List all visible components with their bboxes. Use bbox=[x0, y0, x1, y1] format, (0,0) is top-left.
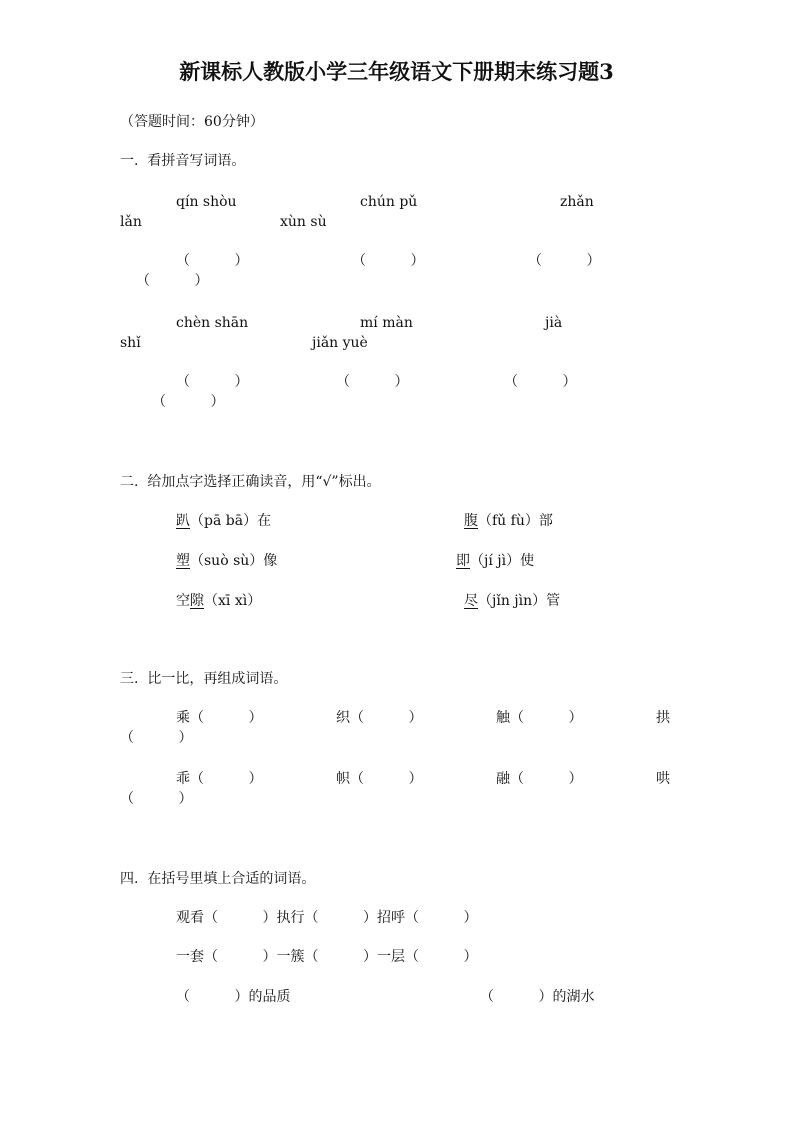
pinyin-mi-man: mí màn bbox=[360, 315, 413, 331]
word-blank[interactable]: 乖（ ） bbox=[176, 771, 263, 787]
section-2-heading: 二. 给加点字选择正确读音，用“√”标出。 bbox=[120, 474, 381, 490]
dotted-char: 尽 bbox=[464, 593, 478, 609]
word-char: 哄 bbox=[656, 771, 670, 787]
pinyin-zhan: zhǎn bbox=[560, 194, 594, 210]
answer-blank[interactable]: （ ） bbox=[136, 273, 209, 289]
section-3-heading: 三. 比一比，再组成词语。 bbox=[120, 671, 288, 687]
word-blank[interactable]: （ ） bbox=[120, 730, 193, 746]
word-blank[interactable]: 触（ ） bbox=[496, 710, 583, 726]
pinyin-chen-shan: chèn shān bbox=[176, 315, 249, 331]
answer-blank[interactable]: （ ） bbox=[152, 394, 225, 410]
pronunciation-item[interactable]: 腹（fǔ fù）部 bbox=[464, 513, 553, 529]
word-blank[interactable]: 织（ ） bbox=[336, 710, 423, 726]
pronunciation-item[interactable]: 空隙（xī xì） bbox=[176, 593, 262, 609]
pinyin-chun-pu: chún pǔ bbox=[360, 194, 418, 210]
pinyin-jian-yue: jiǎn yuè bbox=[312, 335, 368, 351]
dotted-char: 腹 bbox=[464, 513, 478, 529]
word-blank[interactable]: （ ） bbox=[120, 791, 193, 807]
pinyin-lan: lǎn bbox=[120, 214, 142, 230]
answer-blank[interactable]: （ ） bbox=[352, 253, 425, 269]
dotted-char: 隙 bbox=[190, 593, 204, 609]
answer-blank[interactable]: （ ） bbox=[528, 253, 601, 269]
word-char: 拱 bbox=[656, 710, 670, 726]
answer-blank[interactable]: （ ） bbox=[176, 374, 249, 390]
fill-row[interactable]: 观看（ ）执行（ ）招呼（ ） bbox=[176, 910, 478, 926]
word-blank[interactable]: 帜（ ） bbox=[336, 771, 423, 787]
dotted-char: 即 bbox=[456, 553, 470, 569]
fill-phrase[interactable]: （ ）的品质 bbox=[176, 989, 291, 1005]
fill-row[interactable]: 一套（ ）一簇（ ）一层（ ） bbox=[176, 949, 478, 965]
answer-blank[interactable]: （ ） bbox=[336, 374, 409, 390]
pronunciation-item[interactable]: 尽（jǐn jìn）管 bbox=[464, 593, 561, 609]
section-4-heading: 四. 在括号里填上合适的词语。 bbox=[120, 871, 316, 887]
section-1-heading: 一. 看拼音写词语。 bbox=[120, 153, 246, 169]
time-note: （答题时间：60分钟） bbox=[120, 114, 264, 130]
pronunciation-item[interactable]: 趴（pā bā）在 bbox=[176, 513, 272, 529]
word-blank[interactable]: 融（ ） bbox=[496, 771, 583, 787]
page-title: 新课标人教版小学三年级语文下册期末练习题3 bbox=[179, 59, 614, 84]
word-blank[interactable]: 乘（ ） bbox=[176, 710, 263, 726]
pinyin-xun-su: xùn sù bbox=[280, 214, 327, 230]
dotted-char: 塑 bbox=[176, 553, 190, 569]
fill-phrase[interactable]: （ ）的湖水 bbox=[480, 989, 595, 1005]
pronunciation-item[interactable]: 即（jí jì）使 bbox=[456, 553, 535, 569]
answer-blank[interactable]: （ ） bbox=[504, 374, 577, 390]
pinyin-jia: jià bbox=[545, 315, 563, 331]
answer-blank[interactable]: （ ） bbox=[176, 253, 249, 269]
pronunciation-item[interactable]: 塑（suò sù）像 bbox=[176, 553, 278, 569]
dotted-char: 趴 bbox=[176, 513, 190, 529]
pinyin-qin-shou: qín shòu bbox=[176, 194, 237, 210]
pinyin-shi: shǐ bbox=[120, 335, 141, 351]
